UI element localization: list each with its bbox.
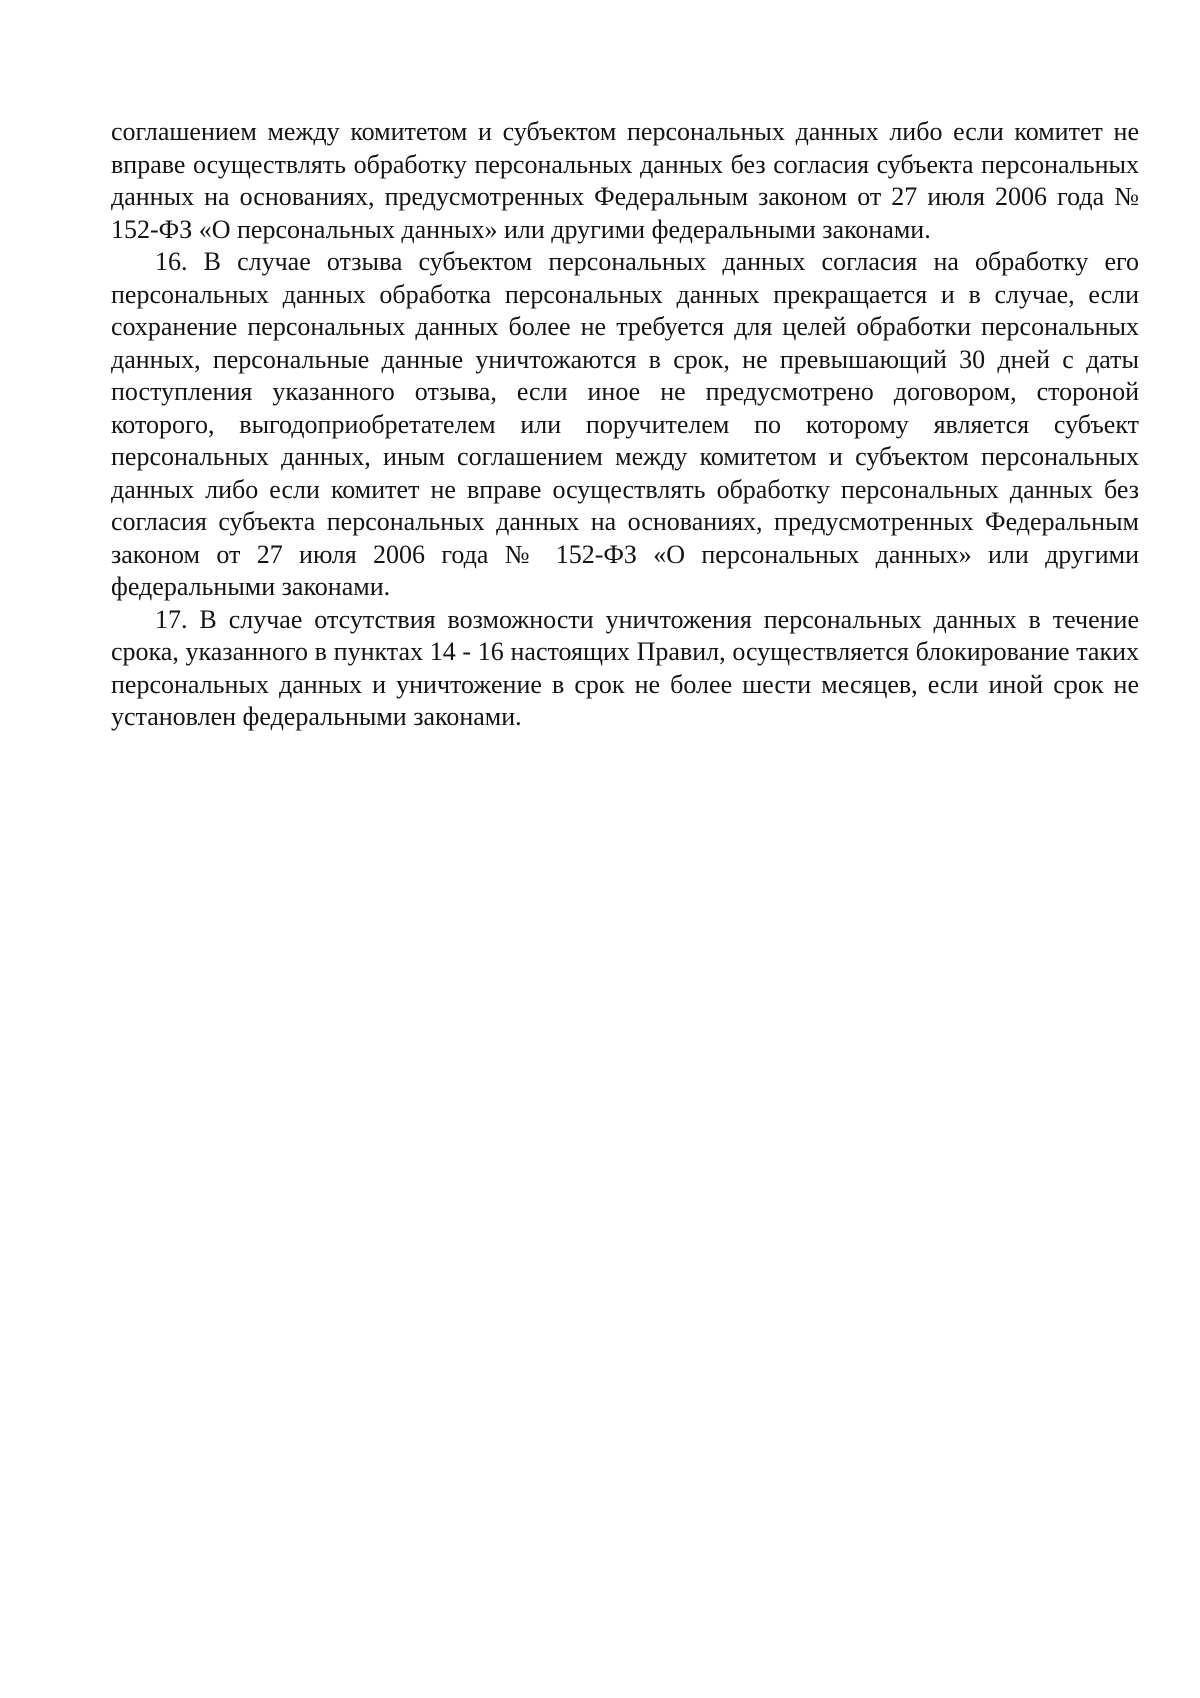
paragraph-17: 17. В случае отсутствия возможности уничтожения персональных данных в течение срока, указанного в пунктах 14 - 16 настоящих Правил, осуществляется блокирование таких персональных данных и уничтожение в срок не более шести месяцев, если иной срок не установлен федеральными законами.	[111, 604, 1139, 731]
paragraph-15-continuation: соглашением между комитетом и субъектом персональных данных либо если комитет не вправе осуществлять обработку персональных данных без согласия субъекта персональных данных на основаниях, предусмотренных Федеральным законом от 27 июля 2006 года № 152-ФЗ «О персональных данных» или другими федеральными законами.	[111, 117, 1139, 244]
document-body	[111, 116, 1139, 734]
paragraph-16: 16. В случае отзыва субъектом персональных данных согласия на обработку его персональных данных обработка персональных данных прекращается и в случае, если сохранение персональных данных более не требуется для целей обработки персональных данных, персональные данные уничтожаются в срок, не превышающий 30 дней с даты поступления указанного отзыва, если иное не предусмотрено договором, стороной которого, выгодоприобретателем или поручителем по которому является субъект персональных данных, иным соглашением между комитетом и субъектом персональных данных либо если комитет не вправе осуществлять обработку персональных данных без согласия субъекта персональных данных на основаниях, предусмотренных Федеральным законом от 27 июля 2006 года № 152-ФЗ «О персональных данных» или другими федеральными законами.	[111, 247, 1139, 601]
